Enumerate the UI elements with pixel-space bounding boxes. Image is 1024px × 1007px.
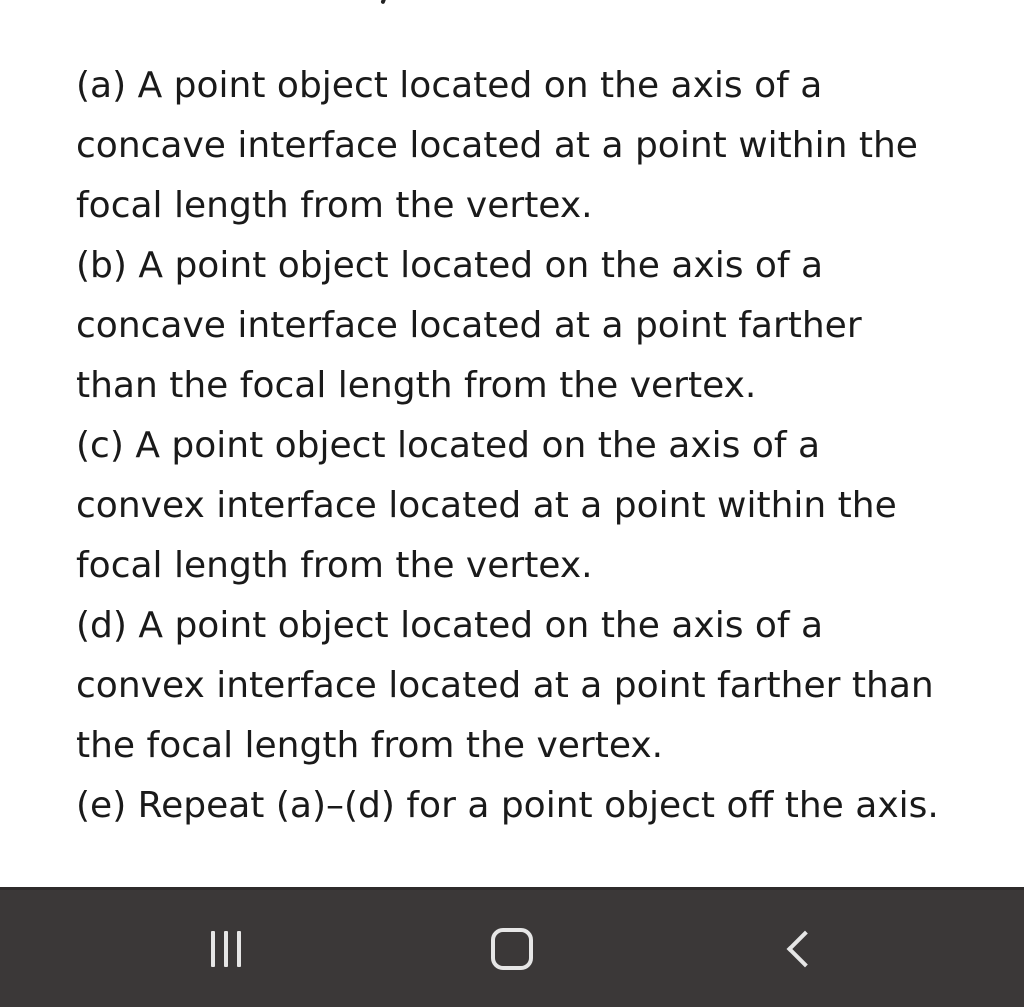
text-line: (d) A point object located on the axis of a [76, 605, 824, 646]
question-part-a [76, 56, 976, 236]
text-line: than the focal length from the vertex. [76, 365, 757, 406]
text-line: focal length from the vertex. [76, 545, 593, 586]
back-button[interactable] [730, 890, 870, 1007]
recents-button[interactable] [156, 890, 296, 1007]
clipped-previous-text [0, 0, 1024, 8]
question-part-e [76, 776, 976, 836]
document-content [76, 56, 976, 836]
text-line: convex interface located at a point within the [76, 485, 897, 526]
navigation-bar [0, 887, 1024, 1007]
text-line: the focal length from the vertex. [76, 725, 664, 766]
recents-icon [211, 931, 241, 967]
text-line: (c) A point object located on the axis of a [76, 425, 821, 466]
text-line: (a) A point object located on the axis of a [76, 65, 823, 106]
home-button[interactable] [442, 890, 582, 1007]
text-line: focal length from the vertex. [76, 185, 593, 226]
question-part-d [76, 596, 976, 776]
question-part-b [76, 236, 976, 416]
text-line: convex interface located at a point farther than [76, 665, 934, 706]
text-line: (e) Repeat (a)–(d) for a point object off the axis. [76, 785, 939, 826]
question-part-c [76, 416, 976, 596]
home-icon [491, 928, 533, 970]
text-line: concave interface located at a point farther [76, 305, 862, 346]
clipped-glyph [380, 0, 387, 4]
back-icon [787, 930, 824, 967]
text-line: (b) A point object located on the axis of a [76, 245, 824, 286]
text-line: concave interface located at a point within the [76, 125, 918, 166]
